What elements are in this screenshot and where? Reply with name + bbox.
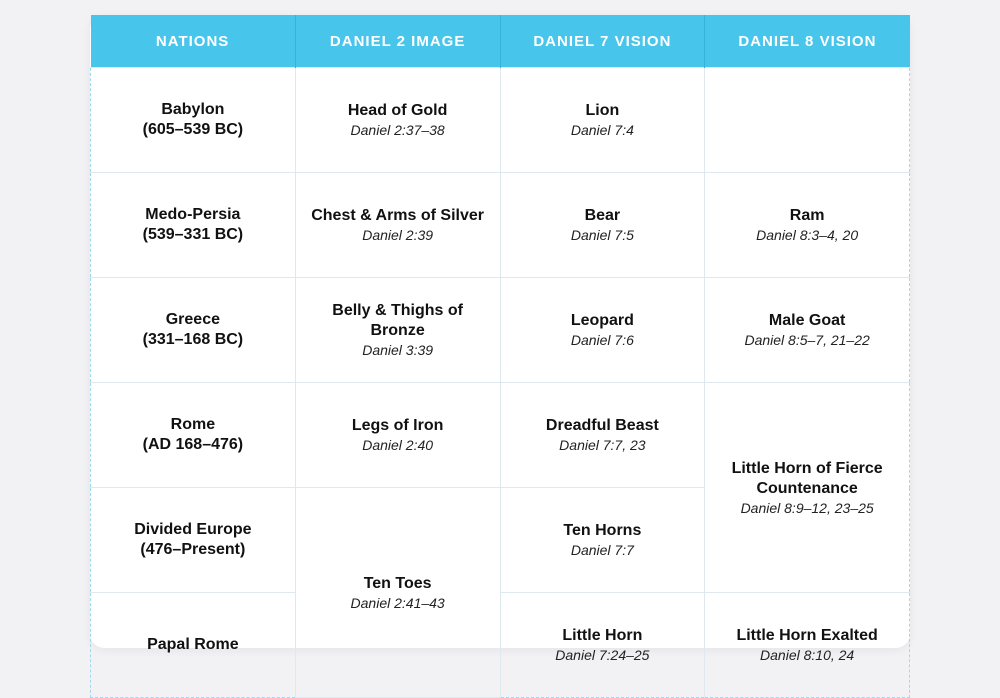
daniel-2-title: Ten Toes [363,574,432,592]
daniel-7-title: Dreadful Beast [545,417,659,434]
daniel-8-title: Male Goat [768,312,846,329]
daniel-2-ref: Daniel 2:37–38 [350,122,445,138]
nation-name: Babylon [161,101,225,118]
daniel-2-title: Belly & Thighs of Bronze [332,302,463,339]
daniel-7-cell [500,593,705,698]
table-row [91,173,910,278]
daniel-2-cell [295,488,500,698]
header-daniel-2: DANIEL 2 IMAGE [295,15,500,68]
daniel-8-title: Little Horn of Fierce Countenance [731,459,883,497]
daniel-2-ref: Daniel 2:39 [362,227,434,243]
table-row [91,593,910,698]
daniel-7-ref: Daniel 7:7, 23 [559,437,646,453]
daniel-2-ref: Daniel 2:40 [362,437,434,453]
daniel-7-title: Lion [585,102,620,119]
daniel-8-ref: Daniel 8:3–4, 20 [756,227,859,243]
daniel-2-cell [295,173,500,278]
daniel-7-cell [500,278,705,383]
daniel-2-title: Legs of Iron [351,417,444,434]
nation-dates: (605–539 BC) [142,121,244,138]
header-daniel-8: DANIEL 8 VISION [705,15,910,68]
header-nations: NATIONS [91,15,296,68]
nation-name: Divided Europe [134,521,252,538]
nation-dates: (476–Present) [140,541,246,558]
daniel-8-title: Little Horn Exalted [736,627,878,644]
daniel-7-title: Leopard [570,312,634,329]
daniel-2-ref: Daniel 3:39 [362,342,434,358]
nation-name: Rome [170,416,216,433]
nation-name: Papal Rome [147,636,239,653]
daniel-2-ref: Daniel 2:41–43 [350,594,445,611]
daniel-8-title: Ram [789,207,825,224]
nation-cell [91,593,296,698]
daniel-7-ref: Daniel 7:6 [570,332,634,348]
daniel-8-ref: Daniel 8:5–7, 21–22 [744,332,870,348]
nation-dates: (539–331 BC) [142,226,244,243]
daniel-7-ref: Daniel 7:7 [570,542,634,558]
daniel-8-cell [705,68,910,173]
nation-dates: (331–168 BC) [142,331,244,348]
daniel-8-cell [705,593,910,698]
daniel-7-cell [500,383,705,488]
daniel-2-title: Head of Gold [347,102,448,119]
nation-name: Medo-Persia [145,206,241,223]
nation-dates: (AD 168–476) [142,436,244,453]
table-row [91,278,910,383]
daniel-7-title: Bear [584,207,621,224]
table-row [91,68,910,173]
daniel-7-ref: Daniel 7:4 [570,122,634,138]
nation-cell [91,278,296,383]
header-daniel-7: DANIEL 7 VISION [500,15,705,68]
daniel-2-cell [295,383,500,488]
nation-name: Greece [165,311,220,328]
daniel-8-cell [705,383,910,593]
table-row [91,383,910,488]
prophecy-table [90,15,910,698]
daniel-7-title: Ten Horns [563,522,642,539]
nation-cell [91,488,296,593]
header-row [91,15,910,68]
daniel-7-cell [500,173,705,278]
daniel-7-title: Little Horn [562,627,643,644]
daniel-2-cell [295,278,500,383]
daniel-7-cell [500,68,705,173]
daniel-8-cell [705,278,910,383]
prophecy-table-card [90,15,910,663]
nation-cell [91,173,296,278]
daniel-8-cell [705,173,910,278]
nation-cell [91,68,296,173]
daniel-8-ref: Daniel 8:10, 24 [760,647,855,663]
daniel-7-ref: Daniel 7:5 [570,227,634,243]
daniel-7-cell [500,488,705,593]
nation-cell [91,383,296,488]
daniel-7-ref: Daniel 7:24–25 [555,647,650,663]
daniel-2-title: Chest & Arms of Silver [311,207,485,224]
daniel-8-ref: Daniel 8:9–12, 23–25 [740,499,874,516]
daniel-2-cell [295,68,500,173]
